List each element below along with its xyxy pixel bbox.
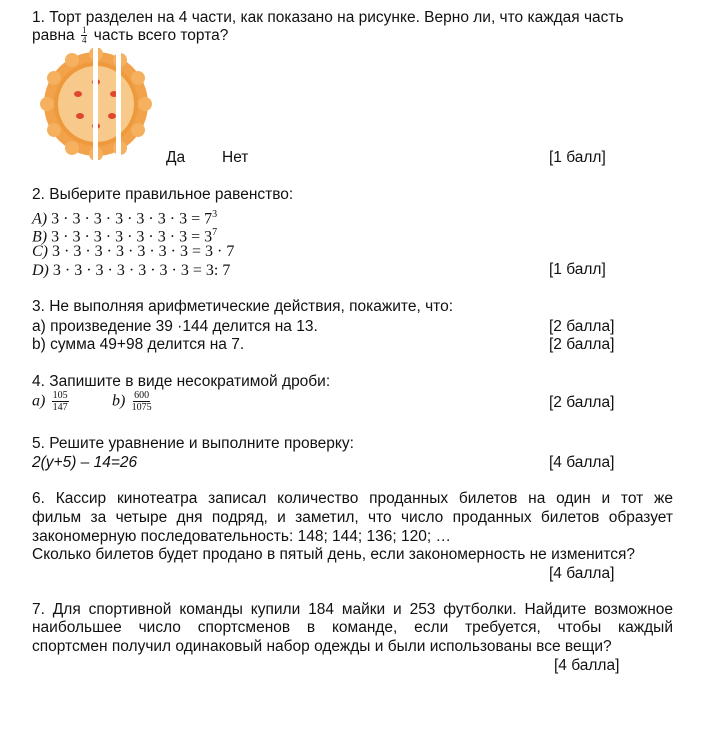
q2-option-c-letter: C): [32, 243, 48, 260]
q1-no-option[interactable]: Нет: [222, 149, 249, 166]
q3-part-b: b) сумма 49+98 делится на 7.: [32, 336, 245, 353]
q2-option-c: [32, 242, 234, 261]
q2-option-a-expr: 3 · 3 · 3 · 3 · 3 · 3 · 3 = 7: [51, 210, 213, 228]
q1-text-line2: [32, 26, 228, 45]
q2-option-b-letter: B): [32, 228, 48, 246]
q4-points: [2 балла]: [549, 394, 615, 411]
q1-fraction-den: 4: [81, 35, 87, 46]
q4-a-fraction: [52, 390, 69, 413]
q6-line1: 6. Кассир кинотеатра записал количество проданных билетов на один и тот же: [32, 490, 673, 507]
q4-a-num: 105: [52, 390, 68, 401]
q2-title: 2. Выберите правильное равенство:: [32, 186, 294, 203]
q7-points: [4 балла]: [554, 657, 620, 674]
q5-title: 5. Решите уравнение и выполните проверку:: [32, 435, 354, 452]
q2-option-a-letter: A): [32, 210, 48, 228]
q4-fraction-a: [32, 390, 71, 413]
q6-line3: закономерную последовательность: 148; 144; 136; 120; …: [32, 528, 451, 545]
q1-text-line1: 1. Торт разделен на 4 части, как показано на рисунке. Верно ли, что каждая часть: [32, 9, 624, 26]
q6-line2: фильм за четыре дня подряд, и заметил, что число проданных билетов образует: [32, 509, 673, 526]
q4-title: 4. Запишите в виде несократимой дроби:: [32, 373, 331, 390]
q2-option-c-expr: 3 · 3 · 3 · 3 · 3 · 3 · 3 = 3 · 7: [52, 243, 235, 260]
q4-b-fraction: [132, 390, 152, 413]
pie-cut-line: [116, 48, 121, 160]
q4-b-den: 1075: [131, 402, 152, 413]
q6-line4: Сколько билетов будет продано в пятый день, если закономерность не изменится?: [32, 546, 636, 563]
q2-option-d-expr: 3 · 3 · 3 · 3 · 3 · 3 · 3 = 3: 7: [52, 262, 231, 279]
q1-points: [1 балл]: [549, 149, 606, 166]
q2-option-b-sup: 7: [212, 227, 218, 238]
pie-image: [36, 48, 158, 160]
q7-line3: спортсмен получил одинаковый набор одежды и были использованы все вещи?: [32, 638, 612, 655]
pie-cut-line: [93, 48, 98, 160]
q6-points: [4 балла]: [549, 565, 615, 582]
q3-points-a: [2 балла]: [549, 318, 615, 335]
q2-option-b-expr: 3 · 3 · 3 · 3 · 3 · 3 · 3 = 3: [51, 228, 213, 246]
q1-yes-option[interactable]: Да: [166, 149, 186, 166]
q4-fraction-b: [112, 390, 154, 413]
q2-points: [1 балл]: [549, 261, 606, 278]
q4-a-label: a): [32, 392, 46, 410]
q4-a-den: 147: [52, 402, 68, 413]
q5-points: [4 балла]: [549, 454, 615, 471]
q4-b-label: b): [112, 392, 126, 410]
q1-fraction: [81, 26, 88, 45]
q4-b-num: 600: [134, 390, 150, 401]
q5-equation: 2(y+5) – 14=26: [32, 454, 138, 471]
q1-text-pre: равна: [32, 27, 75, 44]
q3-part-a: а) произведение 39 ·144 делится на 13.: [32, 318, 318, 335]
q7-line2: наибольшее число спортсменов в команде, если требуется, чтобы каждый: [32, 619, 673, 636]
q3-title: 3. Не выполняя арифметические действия, покажите, что:: [32, 298, 454, 315]
q1-fraction-num: 1: [81, 25, 87, 36]
q2-option-a-sup: 3: [212, 209, 218, 220]
q3-points-b: [2 балла]: [549, 336, 615, 353]
q2-option-d: [32, 261, 230, 280]
q1-text-post: часть всего торта?: [93, 27, 229, 44]
q2-option-d-letter: D): [32, 262, 49, 279]
q7-line1: 7. Для спортивной команды купили 184 майки и 253 футболки. Найдите возможное: [32, 601, 673, 618]
